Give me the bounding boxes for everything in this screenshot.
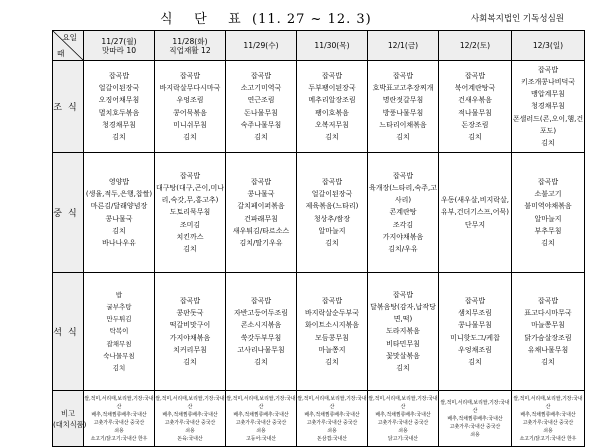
menu-item: 연근조림 [247,96,275,105]
menu-cell [226,61,297,153]
menu-item: 김치/딸기우유 [239,238,283,247]
menu-cell [368,273,439,391]
menu-item: 가지야채볶음 [382,232,424,241]
origin-item: 돈삼겹:국내산 [317,435,347,442]
menu-item: 북어계란탕국 [454,84,496,93]
menu-item: 마늘쫑지 [318,345,346,354]
menu-item: 두부팽이된장국 [308,84,356,93]
menu-item: 콩어묵볶음 [173,108,207,117]
origin-item: 배추,적채찜류배추:국내산 [233,411,289,418]
day-note: 직업재활 12 [169,45,211,55]
menu-item: 잡곡밥 [179,71,201,80]
day-header [368,31,439,61]
menu-item: 청경채무침 [531,102,565,111]
menu-item: 화이트소시지볶음 [304,321,360,330]
menu-cell [226,273,297,391]
menu-cell [297,153,368,273]
menu-item: 우엉채조림 [458,345,492,354]
menu-item: 우동(새우살,비지락살,유부,건더기스프,어묵) [440,196,510,217]
menu-item: 콩나물무침 [458,321,492,330]
menu-item: 잡곡밥 [108,71,130,80]
menu-item: 김치 [183,357,197,366]
page-title: 식 단 표 (11. 27 ~ 12. 3) [160,12,372,27]
origin-item: 쌀,적미,서리태,보리쌀,기장:국내산 [513,395,583,410]
origin-item: 고춧가루:국내산 중국산 [93,419,145,426]
menu-item: 잡곡밥 [321,71,343,80]
day-date: 11/28(화) [172,36,208,46]
origin-item: 닭고기:국내산 [388,435,418,442]
menu-item: 잡곡밥 [250,71,272,80]
menu-item: 쑥갓두부무침 [240,333,282,342]
remarks-label-line: (대치식품) [53,419,87,429]
menu-item: 바지락살순두부국 [304,309,360,318]
menu-item: 얼갈이된장국 [98,84,140,93]
menu-item: 잡채무침 [106,339,132,348]
menu-cell [84,61,155,153]
origin-item: 고춧가루:국내산 중국산 [522,419,574,426]
menu-item: 미니핫도그/케찹 [450,333,500,342]
menu-item: 소불고기 [534,190,562,199]
menu-item: 잡곡밥 [321,296,343,305]
corner-top-label: 요일 [62,33,77,42]
origin-item: 소고기/닭고기:국내산 한우 [90,435,148,442]
origin-item: 쇠용 [470,431,480,438]
menu-item: 김치 [396,132,410,141]
remarks-cell [439,391,512,447]
menu-item: 치커리무침 [173,345,207,354]
origin-item: 배추,적채찜류배추:국내산 [162,411,218,418]
meal-table [52,30,585,447]
corner-bottom-label: 때 [57,49,65,58]
menu-item: 알마늘지 [318,226,346,235]
menu-item: 갈치페이퍼볶음 [237,202,285,211]
menu-item: 김치 [468,357,482,366]
menu-item: 닭가슴살장조림 [524,333,572,342]
menu-item: 김치 [541,238,555,247]
origin-item: 고춧가루:국내산 중국산 [164,419,216,426]
origin-item: 쌀,적미,서리태,보리쌀,기장:국내산 [226,395,296,410]
menu-item: 가지야채볶음 [169,333,211,342]
menu-cell [439,61,512,153]
origin-item: 쌀,적미,서리태,보리쌀,기장:국내산 [440,399,510,414]
menu-item: 치킨까스 [176,232,204,241]
menu-item: 김치 [396,364,410,372]
menu-item: 김치 [112,226,126,235]
menu-item: 김치 [325,238,339,247]
menu-cell [368,61,439,153]
remarks-label-line: 비고 [61,408,75,418]
remarks-cell [368,391,439,447]
day-header [155,31,226,61]
remarks-cell [226,391,297,447]
menu-item: 마른김/달래양념장 [90,202,148,211]
menu-item: 꽃맛살볶음 [386,351,420,360]
menu-item: 달볶음탕(감자,납작당면,떡) [370,302,436,324]
menu-item: 김치 [254,132,268,141]
menu-item: 고사리나물무침 [237,345,285,354]
menu-item: 청경채무침 [102,120,136,129]
menu-item: 콩나물국 [105,214,133,223]
menu-cell [297,61,368,153]
menu-cell [439,273,512,391]
day-header [297,31,368,61]
origin-item: 배추,적채찜류배추:국내산 [520,411,576,418]
meal-label: 조식 [53,61,84,153]
menu-item: 잡곡밥 [537,177,559,186]
menu-item: 얼갈이된장국 [311,190,353,199]
day-date: 12/2(토) [459,41,491,50]
origin-item: 고춧가루:국내산 중국산 [449,423,501,430]
menu-item: 잡곡밥 [250,177,272,186]
day-note: 맛따라 10 [101,45,137,55]
corner-cell [53,31,84,61]
menu-item: 부추무침 [534,226,562,235]
menu-item: 표고다시마무국 [524,309,572,318]
organization-name: 사회복지법인 기독성심원 [470,14,564,24]
menu-item: 느타리이채볶음 [379,120,427,129]
menu-item: 김치/우유 [388,245,418,253]
menu-cell [512,153,585,273]
meal-label: 석식 [53,273,84,391]
day-date: 12/1(금) [387,41,419,50]
origin-item: 고춧가루:국내산 중국산 [235,419,287,426]
menu-item: 육개장(느타리,숙주,고사리) [368,183,438,205]
menu-item: 김치 [112,132,126,141]
menu-item: 제육볶음(느타리) [305,202,359,211]
menu-item: 방풍나물무침 [382,108,424,117]
remarks-label [53,391,87,447]
menu-item: 바나나우유 [102,238,136,247]
menu-item: 콘소시지볶음 [240,321,282,330]
menu-item: 김치 [254,357,268,366]
origin-item: 쌀,적미,서리태,보리쌀,기장:국내산 [368,395,438,410]
menu-item: (생율,적두,은행,찹쌀) [85,190,153,199]
day-header [512,31,585,61]
menu-item: 김치 [325,357,339,366]
menu-item: 탁복이 [109,327,129,336]
origin-item: 쇠용 [114,427,124,434]
origin-item: 배추,적채찜류배추:국내산 [91,411,147,418]
title-bar [0,6,600,30]
menu-cell [155,273,226,391]
menu-item: 우엉조림 [176,96,204,105]
menu-cell [155,61,226,153]
origin-item: 고등어:국내산 [246,435,276,442]
day-header [439,31,512,61]
menu-item: 떡갈비맛구이 [169,321,211,330]
menu-item: 적나물무침 [458,108,492,117]
menu-item: 숙나물무침 [103,351,135,360]
menu-item: 잡곡밥 [392,290,414,299]
remarks-cell [155,391,226,447]
menu-cell [512,61,585,153]
origin-item: 고춧가루:국내산 중국산 [377,419,429,426]
menu-item: 새우튀김/타르소스 [232,226,290,235]
origin-item: 소고기/닭고기:국내산 한우 [519,435,577,442]
menu-cell [226,153,297,273]
menu-item: 팽이호볶음 [315,108,349,117]
origin-item: 쇠용 [398,427,408,434]
origin-item: 쇠용 [327,427,337,434]
day-header [226,31,297,61]
day-date: 11/29(수) [243,41,279,50]
day-date: 12/3(일) [532,41,564,50]
origin-item: 쇠용 [256,427,266,434]
menu-item: 만두튀김 [106,315,132,324]
menu-item: 샘치무조림 [458,309,492,318]
menu-item: 불미역야채볶음 [524,202,572,211]
menu-item: 돈장조림 [461,120,489,129]
origin-item: 쌀,적미,서리태,보리쌀,기장:국내산 [297,395,367,410]
origin-item: 돈육:국내산 [177,435,203,442]
menu-item: 오징어채무침 [98,96,140,105]
menu-item: 건파래무침 [244,214,278,223]
menu-item: 건새우볶음 [458,96,492,105]
menu-item: 숙주나물무침 [240,120,282,129]
remarks-cell [512,391,585,447]
menu-cell [84,153,155,273]
menu-item: 호박표고고추장찌개 [372,84,434,93]
menu-cell [439,153,512,273]
menu-item: 김치 [541,357,555,366]
remarks-cell [84,391,155,447]
menu-item: 바지락살무다시마국 [159,84,221,93]
menu-item: 잡곡밥 [537,65,559,74]
menu-item: 키조개콩나비덕국 [520,77,576,86]
menu-item: 돈나물무침 [244,108,278,117]
menu-item: 청상추/쌈장 [313,214,351,223]
menu-item: 영양밥 [108,177,130,186]
menu-item: 마늘쫑무침 [531,321,565,330]
menu-item: 콘계란탕 [389,208,417,217]
day-date: 11/27(월) [101,36,137,46]
menu-item: 김치 [183,245,197,253]
menu-item: 밥 [115,290,123,299]
origin-item: 쌀,적미,서리태,보리쌀,기장:국내산 [84,395,154,410]
menu-item: 김치 [541,139,555,147]
header-row [53,31,585,61]
menu-item: 잡곡밥 [392,71,414,80]
menu-item: 김치 [468,132,482,141]
menu-item: 잡곡밥 [250,296,272,305]
menu-item: 자반고등어두조림 [233,309,289,318]
menu-item: 잡곡밥 [464,296,486,305]
menu-item: 잡곡밥 [392,171,414,180]
menu-item: 오복저무침 [315,120,349,129]
origin-item: 쇠용 [543,427,553,434]
menu-item: 대구탕(대구,곤이,미나리,숙갓,무,홍고추) [155,183,225,205]
meal-label: 중식 [53,153,84,273]
menu-cell [368,153,439,273]
menu-item: 잡곡밥 [464,71,486,80]
menu-item: 김치 [325,132,339,141]
menu-item: 유채나물무침 [527,345,569,354]
menu-item: 잡곡밥 [179,171,201,180]
menu-item: 모듬콩무침 [315,333,349,342]
menu-item: 조각김 [392,220,414,229]
menu-item: 미니쉬무침 [173,120,207,129]
menu-item: 콩나물국 [247,190,275,199]
menu-item: 조미김 [179,220,201,229]
menu-item: 비타민무침 [386,339,420,348]
remarks-cell [297,391,368,447]
menu-item: 잡곡밥 [179,296,201,305]
menu-item: 폰샐러드(콘,오이,햄,건포도) [512,114,584,135]
menu-item: 멸치호두볶음 [98,108,140,117]
menu-item: 소고기미역국 [240,84,282,93]
origin-item: 배추,적채찜류배추:국내산 [304,411,360,418]
remarks-row [53,391,585,447]
menu-item: 명란젓갈무침 [382,96,424,105]
menu-item: 알마늘지 [534,214,562,223]
menu-item: 김치 [112,364,126,372]
menu-item: 도토리묵무침 [169,208,211,217]
menu-cell [84,273,155,391]
menu-item: 단무지 [464,220,486,229]
menu-item: 맹압계무침 [531,90,565,99]
meal-row [53,61,585,153]
origin-item: 쌀,적미,서리태,보리쌀,기장:국내산 [155,395,225,410]
menu-cell [297,273,368,391]
meal-row [53,273,585,391]
menu-item: 김치 [183,132,197,141]
day-date: 11/30(목) [314,41,350,50]
meal-row [53,153,585,273]
menu-item: 도라지볶음 [386,327,420,336]
menu-item: 잡곡밥 [537,296,559,305]
menu-item: 잡곡밥 [321,177,343,186]
menu-item: 메추리알장조림 [308,96,356,105]
menu-cell [512,273,585,391]
origin-item: 고춧가루:국내산 중국산 [306,419,358,426]
menu-item: 굴부추탕 [106,302,132,311]
origin-item: 배추,적채찜류배추:국내산 [447,415,503,422]
menu-item: 콩판돗국 [176,309,204,318]
origin-item: 쇠용 [185,427,195,434]
origin-item: 배추,적채찜류배추:국내산 [375,411,431,418]
menu-cell [155,153,226,273]
day-header [84,31,155,61]
